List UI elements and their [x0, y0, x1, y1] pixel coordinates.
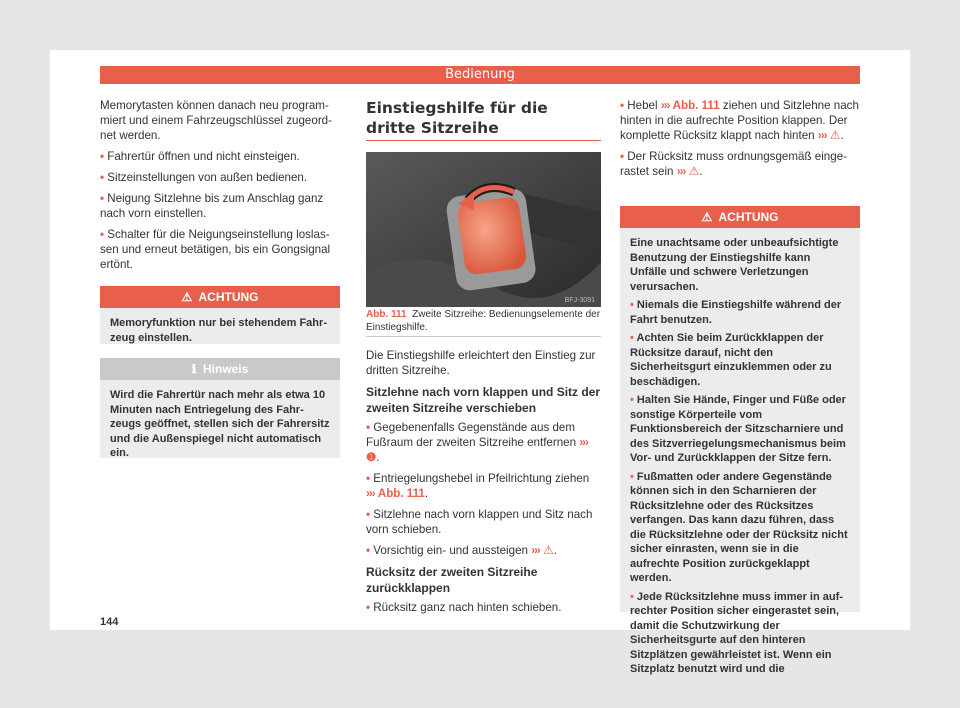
figure-code: BFJ-3091	[564, 297, 595, 304]
info-icon: ℹ	[191, 362, 197, 376]
section-title: Einstiegshilfe für die dritte Sitzreihe	[366, 99, 548, 137]
middle-column	[366, 348, 601, 621]
note-title: Hinweis	[202, 362, 249, 376]
warning-title: ACHTUNG	[718, 210, 779, 224]
figure-seat-lever	[366, 152, 601, 307]
title-divider	[366, 140, 601, 141]
warning-icon: ⚠	[543, 543, 554, 557]
list-item: • Vorsichtig ein- und aussteigen ››› ⚠.	[366, 543, 601, 558]
caption-divider	[366, 336, 601, 337]
note-header	[100, 358, 340, 380]
page-number: 144	[100, 616, 119, 628]
list-item: • Rücksitz ganz nach hinten schieben.	[366, 600, 601, 615]
caption-label: Abb. 111	[366, 309, 407, 320]
figure-link[interactable]: Abb. 111	[377, 487, 425, 500]
warning-item: • Jede Rücksitzlehne muss immer in aufrechter Position sicher eingerastet sein, damit die Schutzwirkung der Sicherheitsgurte auf den hinteren Sitzplätzen gewährleistet ist. Wenn ein Sitzplatz benutzt wird und die	[630, 590, 850, 677]
caption-text: Zweite Sitzreihe: Bedienungselemente der Einstiegshilfe.	[366, 309, 601, 333]
list-item: • Schalter für die Neigungseinstellung loslassen und erneut betätigen, bis ein Gongsignal ertönt.	[100, 227, 340, 272]
warning-icon: ⚠	[829, 128, 841, 142]
warning-body	[620, 228, 860, 689]
subheading: Sitzlehne nach vorn klappen und Sitz der zweiten Sitzreihe verschieben	[366, 385, 601, 415]
warning-box	[620, 206, 860, 675]
right-column	[620, 98, 860, 185]
note-box	[100, 358, 340, 458]
warning-icon: ⚠	[701, 210, 713, 224]
list-item: • Neigung Sitzlehne bis zum Anschlag ganz nach vorn einstellen.	[100, 191, 340, 221]
middle-title-wrap	[366, 98, 601, 138]
list-item: • Fahrertür öffnen und nicht einsteigen.	[100, 149, 340, 164]
subheading: Rücksitz der zweiten Sitzreihe zurückklappen	[366, 565, 538, 595]
warning-item: • Halten Sie Hände, Finger und Füße oder sonstige Körperteile vom Funktionsbereich der Sitzscharniere und des Sitzverriegelungsmechanismus beim Vor- und Zurückklappen der Sitze fern.	[630, 393, 850, 466]
list-item: • Gegebenenfalls Gegenstände aus dem Fußraum der zweiten Sitzreihe entfernen ››› ❶.	[366, 420, 601, 465]
warning-item: • Achten Sie beim Zurückklappen der Rücksitze darauf, nicht den Sicherheitsgurt einzuklemmen oder zu beschädigen.	[630, 331, 850, 389]
warning-icon: ⚠	[181, 290, 193, 304]
circle-icon: ❶	[366, 451, 377, 464]
seat-lever-illustration	[366, 152, 601, 307]
intro-text: Die Einstiegshilfe erleichtert den Einstieg zur dritten Sitzreihe.	[366, 349, 596, 377]
list-item: • Sitzlehne nach vorn klappen und Sitz nach vorn schieben.	[366, 507, 601, 537]
figure-link[interactable]: Abb. 111	[672, 99, 720, 112]
warning-title: ACHTUNG	[198, 290, 259, 304]
warning-icon: ⚠	[688, 164, 700, 178]
left-column	[100, 98, 340, 278]
warning-box	[100, 286, 340, 344]
warning-intro: Eine unachtsame oder unbeaufsichtigte Benutzung der Einstiegshilfe kann Unfälle und schwere Verletzungen verursachen.	[630, 237, 839, 293]
intro-text: Memorytasten können danach neu programmiert und einem Fahrzeugschlüssel zugeordnet werden.	[100, 99, 333, 142]
warning-text: Memoryfunktion nur bei stehendem Fahrzeug einstellen.	[110, 317, 327, 344]
list-item: • Hebel ››› Abb. 111 ziehen und Sitzlehne nach hinten in die aufrechte Position klappen. Der komplette Rücksitz klappt nach hinten ››› ⚠.	[620, 98, 860, 143]
note-text: Wird die Fahrertür nach mehr als etwa 10 Minuten nach Entriegelung des Fahrzeugs geöffnet, stellen sich der Fahrersitz und die Außenspiegel nicht automatisch ein.	[110, 389, 330, 459]
warning-header	[620, 206, 860, 228]
list-item: • Sitzeinstellungen von außen bedienen.	[100, 170, 340, 185]
warning-item: • Niemals die Einstiegshilfe während der Fahrt benutzen.	[630, 298, 850, 327]
figure-caption	[366, 308, 601, 334]
warning-item: • Fußmatten oder andere Gegenstände können sich in den Scharnieren der Rücksitzlehne oder des Rücksitzes verfangen. Das kann dazu führen, dass die Rücksitzlehne oder der Rücksitz nicht sicher einrasten, wenn sie in die aufrechte Position zurückgeklappt werden.	[630, 470, 850, 586]
list-item: • Der Rücksitz muss ordnungsgemäß eingerastet sein ››› ⚠.	[620, 149, 860, 179]
list-item: • Entriegelungshebel in Pfeilrichtung ziehen ››› Abb. 111.	[366, 471, 601, 501]
warning-header	[100, 286, 340, 308]
section-header: Bedienung	[100, 66, 860, 84]
